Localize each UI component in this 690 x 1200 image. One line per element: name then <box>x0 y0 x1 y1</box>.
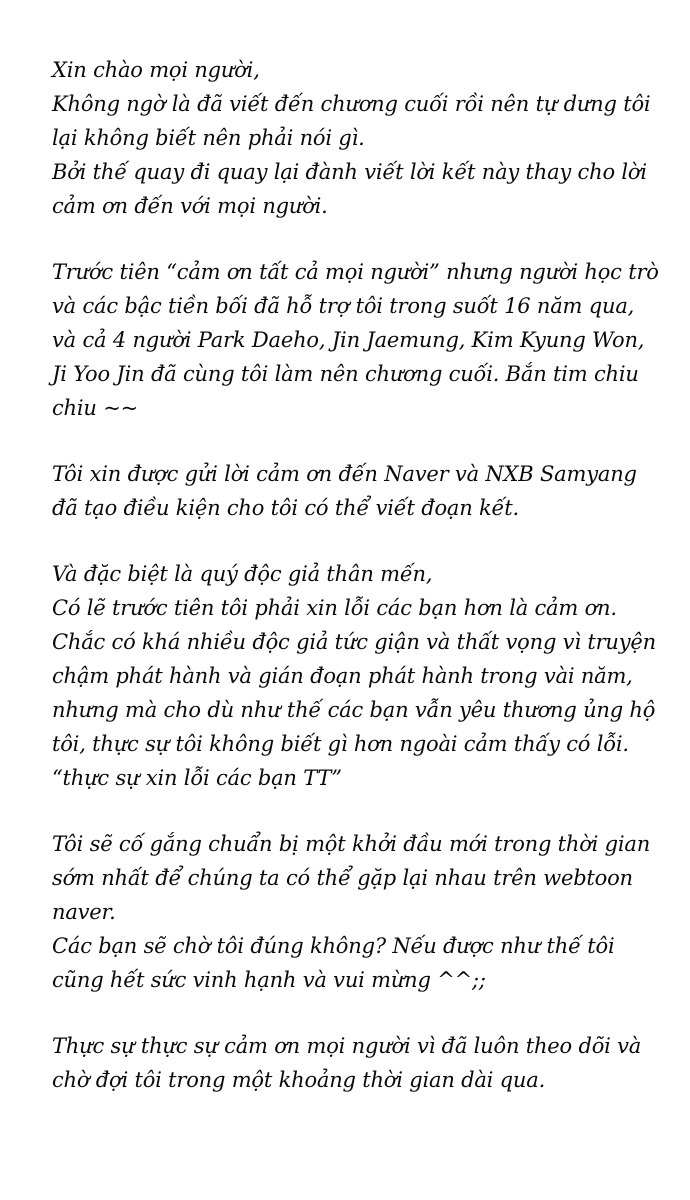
text-line: tôi, thực sự tôi không biết gì hơn ngoài cảm thấy có lỗi. <box>52 732 629 756</box>
text-line: Và đặc biệt là quý độc giả thân mến, <box>52 562 433 586</box>
text-line: Xin chào mọi người, <box>52 58 260 82</box>
text-line: Không ngờ là đã viết đến chương cuối rồi nên tự dưng tôi <box>52 92 651 116</box>
text-line: nhưng mà cho dù như thế các bạn vẫn yêu thương ủng hộ <box>52 698 656 722</box>
text-line: và các bậc tiền bối đã hỗ trợ tôi trong suốt 16 năm qua, <box>52 294 635 318</box>
text-line: lại không biết nên phải nói gì. <box>52 126 365 150</box>
text-line: chờ đợi tôi trong một khoảng thời gian dài qua. <box>52 1068 546 1092</box>
text-line: Chắc có khá nhiều độc giả tức giận và thất vọng vì truyện <box>52 630 656 654</box>
text-line: naver. <box>52 900 116 924</box>
text-line: Thực sự thực sự cảm ơn mọi người vì đã luôn theo dõi và <box>52 1034 642 1058</box>
text-line: Có lẽ trước tiên tôi phải xin lỗi các bạn hơn là cảm ơn. <box>52 596 617 620</box>
text-line: “thực sự xin lỗi các bạn TT” <box>52 766 342 790</box>
text-line: chiu ~~ <box>52 396 138 420</box>
text-line: chậm phát hành và gián đoạn phát hành trong vài năm, <box>52 664 633 688</box>
text-line: đã tạo điều kiện cho tôi có thể viết đoạn kết. <box>52 496 519 520</box>
text-line: Tôi xin được gửi lời cảm ơn đến Naver và NXB Samyang <box>52 462 637 486</box>
text-line: cũng hết sức vinh hạnh và vui mừng ^^;; <box>52 968 486 992</box>
text-line: Tôi sẽ cố gắng chuẩn bị một khởi đầu mới trong thời gian <box>52 832 651 856</box>
text-line: và cả 4 người Park Daeho, Jin Jaemung, Kim Kyung Won, <box>52 328 645 352</box>
text-line: Bởi thế quay đi quay lại đành viết lời kết này thay cho lời <box>52 160 647 184</box>
text-line: cảm ơn đến với mọi người. <box>52 194 328 218</box>
text-line: Ji Yoo Jin đã cùng tôi làm nên chương cuối. Bắn tim chiu <box>52 362 639 386</box>
text-line: Các bạn sẽ chờ tôi đúng không? Nếu được như thế tôi <box>52 934 615 958</box>
text-line: Trước tiên “cảm ơn tất cả mọi người” nhưng người học trò <box>52 260 659 284</box>
text-line: sớm nhất để chúng ta có thể gặp lại nhau trên webtoon <box>52 866 633 890</box>
